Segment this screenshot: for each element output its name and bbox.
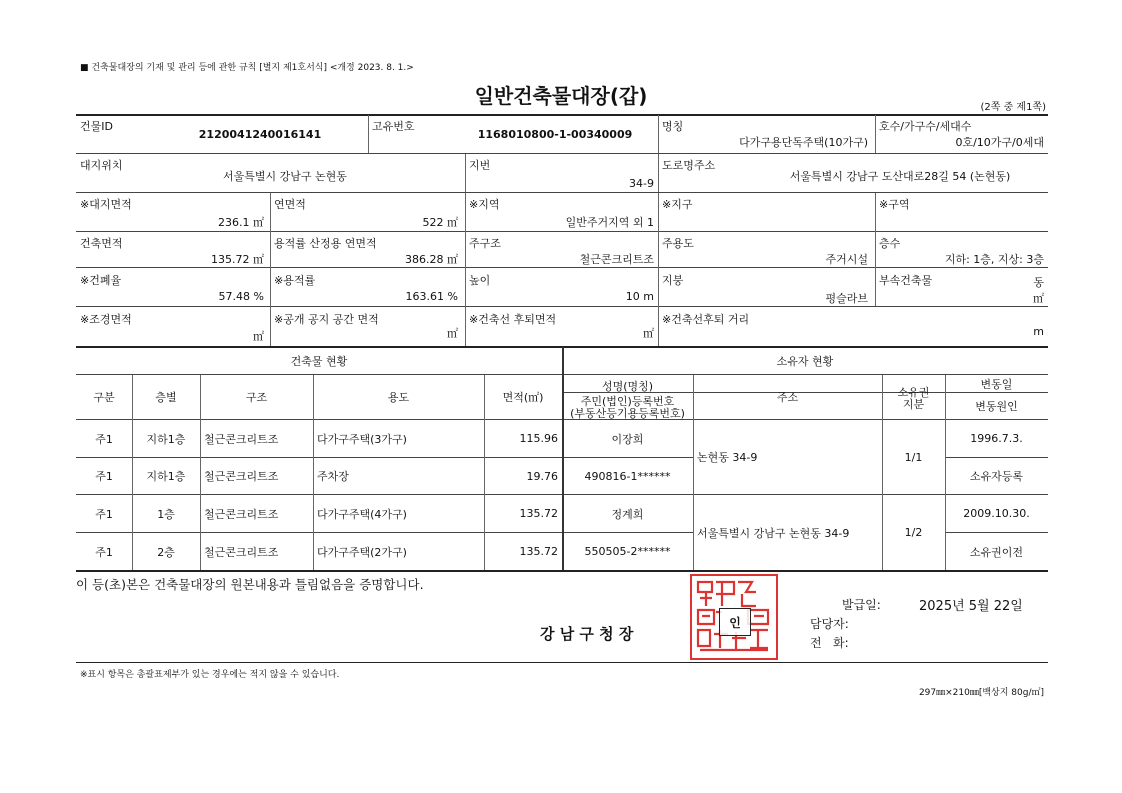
col-divider (875, 115, 876, 153)
setback-area-unit: ㎡ (643, 327, 654, 340)
header-floor: 층별 (155, 391, 177, 404)
owner-name: 이장희 (611, 432, 644, 446)
issue-date-value: 2025년 5월 22일 (919, 599, 1023, 614)
owner-share: 1/1 (904, 450, 923, 464)
row-structure: 철근콘크리트조 (204, 507, 279, 521)
col-divider (465, 154, 466, 192)
col-divider (658, 154, 659, 192)
officer-label: 담당자: (810, 617, 849, 631)
header-kind: 구분 (93, 391, 115, 404)
building-area-value: 135.72 ㎡ (211, 253, 264, 266)
open-space-label: ※공개 공지 공간 면적 (274, 313, 379, 326)
site-area-label: ※대지면적 (80, 198, 132, 211)
row-use: 주차장 (317, 470, 349, 483)
owner-reg-no: 490816-1****** (584, 469, 671, 483)
row-floor: 1층 (157, 507, 175, 521)
header-share-line2: 지분 (902, 398, 925, 411)
footer-divider (76, 662, 1048, 663)
row-divider (76, 306, 1048, 307)
setback-distance-label: ※건축선후퇴 거리 (662, 313, 750, 326)
table-top-border (76, 114, 1048, 116)
building-status-title: 건축물 현황 (290, 354, 348, 368)
paper-spec: 297㎜×210㎜[백상지 80g/㎡] (918, 688, 1044, 698)
col-divider (465, 193, 466, 346)
row-area: 115.96 (519, 432, 558, 445)
roof-value: 평슬라브 (825, 292, 868, 305)
sector-label: ※구역 (879, 198, 910, 211)
row-floor: 2층 (157, 545, 175, 559)
issue-date-label: 발급일: (842, 598, 881, 612)
col-divider (368, 115, 369, 153)
district-label: ※지구 (662, 198, 693, 211)
header-owner-reg-sub: (부동산등기용등록번호) (570, 407, 685, 420)
row-kind: 주1 (95, 507, 113, 521)
owner-address: 서울특별시 강남구 논현동 34-9 (697, 526, 850, 540)
total-floor-area-label: 연면적 (274, 198, 306, 211)
col-divider (270, 193, 271, 346)
row-use: 다가구주택(4가구) (317, 507, 407, 521)
far-area-value: 386.28 ㎡ (405, 253, 458, 266)
coverage-value: 57.48 % (218, 290, 264, 303)
road-address-value: 서울특별시 강남구 도산대로28길 54 (논현동) (789, 170, 1011, 183)
owner-reg-no: 550505-2****** (584, 545, 671, 558)
floors-label: 층수 (879, 237, 901, 250)
roof-label: 지붕 (662, 274, 684, 287)
footnote: ※표시 항목은 총괄표제부가 있는 경우에는 적지 않을 수 있습니다. (80, 670, 340, 680)
building-area-label: 건축면적 (80, 237, 123, 250)
owner-address: 논현동 34-9 (697, 451, 758, 464)
site-location-label: 대지위치 (80, 159, 123, 172)
row-structure: 철근콘크리트조 (204, 470, 279, 483)
height-value: 10 m (625, 290, 654, 303)
row-divider (76, 192, 1048, 193)
header-change-date: 변동일 (980, 377, 1013, 391)
row-kind: 주1 (95, 432, 113, 446)
far-area-label: 용적률 산정용 연면적 (274, 237, 377, 250)
owner-change-reason: 소유권이전 (969, 545, 1024, 559)
unique-no-value: 1168010800-1-00340009 (477, 128, 633, 141)
row-floor: 지하1층 (146, 470, 186, 483)
col-divider (658, 193, 659, 346)
main-structure-value: 철근콘크리트조 (579, 253, 654, 266)
row-floor: 지하1층 (146, 432, 186, 446)
main-use-value: 주거시설 (825, 253, 868, 266)
lot-no-value: 34-9 (629, 177, 654, 190)
row-structure: 철근콘크리트조 (204, 545, 279, 559)
owner-share: 1/2 (904, 526, 923, 539)
row-divider (76, 153, 1048, 154)
header-share-line1: 소유권 (897, 386, 930, 399)
annex-label: 부속건축물 (879, 274, 933, 287)
setback-area-label: ※건축선 후퇴면적 (469, 313, 557, 326)
header-owner-reg: 주민(법인)등록번호 (580, 395, 675, 408)
zone-value: 일반주거지역 외 1 (565, 216, 654, 229)
row-kind: 주1 (95, 545, 113, 559)
main-use-label: 주용도 (662, 237, 694, 250)
site-location-value: 서울특별시 강남구 논현동 (223, 170, 347, 183)
main-structure-label: 주구조 (469, 237, 501, 250)
owner-change-date: 2009.10.30. (963, 507, 1030, 520)
site-area-value: 236.1 ㎡ (218, 216, 264, 229)
issuing-office: 강 남 구 청 장 (540, 625, 634, 643)
page-indicator: (2쪽 중 제1쪽) (980, 102, 1046, 113)
name-value: 다가구용단독주택(10가구) (739, 136, 868, 149)
coverage-label: ※건폐율 (80, 274, 122, 287)
row-use: 다가구주택(3가구) (317, 432, 407, 446)
far-value: 163.61 % (405, 290, 458, 303)
zone-label: ※지역 (469, 198, 500, 211)
row-area: 135.72 (519, 545, 558, 558)
owner-change-reason: 소유자등록 (969, 470, 1024, 483)
document-title: 일반건축물대장(갑) (474, 84, 648, 108)
header-owner-address: 주소 (776, 391, 799, 404)
unique-no-label: 고유번호 (372, 120, 415, 133)
open-space-unit: ㎡ (447, 327, 458, 340)
floors-value: 지하: 1층, 지상: 3층 (944, 253, 1044, 266)
annex-unit-area: ㎡ (1033, 292, 1044, 305)
row-use: 다가구주택(2가구) (317, 545, 407, 559)
annex-unit-dong: 동 (1033, 276, 1044, 289)
owner-name: 정계희 (611, 507, 644, 521)
header-change-reason: 변동원인 (975, 400, 1018, 413)
table-bottom-border (76, 570, 1048, 572)
landscape-area-label: ※조경면적 (80, 313, 132, 326)
row-divider (76, 231, 1048, 232)
row-area: 19.76 (526, 469, 558, 483)
landscape-area-unit: ㎡ (253, 330, 264, 343)
header-area: 면적(㎡) (502, 391, 544, 404)
units-value: 0호/10가구/0세대 (955, 136, 1044, 149)
header-structure: 구조 (245, 391, 268, 404)
row-kind: 주1 (95, 470, 113, 483)
row-divider (76, 267, 1048, 268)
form-regulation-note: ■ 건축물대장의 기재 및 관리 등에 관한 규칙 [별지 제1호서식] <개정 2023. 8. 1.> (80, 63, 414, 73)
units-label: 호수/가구수/세대수 (879, 120, 972, 133)
header-owner-name: 성명(명칭) (601, 380, 654, 393)
official-seal (690, 574, 778, 660)
setback-distance-unit: m (1033, 325, 1044, 338)
name-label: 명칭 (662, 120, 684, 133)
height-label: 높이 (469, 274, 491, 287)
owner-status-title: 소유자 현황 (776, 354, 834, 368)
building-id-label: 건물ID (80, 120, 113, 133)
header-use: 용도 (387, 391, 410, 404)
row-structure: 철근콘크리트조 (204, 432, 279, 446)
certification-statement: 이 등(초)본은 건축물대장의 원본내용과 틀림없음을 증명합니다. (76, 577, 424, 592)
building-id-value: 2120041240016141 (198, 128, 322, 141)
road-address-label: 도로명주소 (662, 159, 716, 172)
owner-change-date: 1996.7.3. (970, 432, 1023, 445)
far-label: ※용적률 (274, 274, 316, 287)
lot-no-label: 지번 (469, 159, 491, 172)
col-divider (875, 193, 876, 306)
seal-stamp-mark: 인 (719, 608, 751, 636)
phone-label: 전 화: (810, 636, 849, 650)
row-area: 135.72 (519, 507, 558, 520)
col-divider (658, 115, 659, 153)
total-floor-area-value: 522 ㎡ (422, 216, 458, 229)
